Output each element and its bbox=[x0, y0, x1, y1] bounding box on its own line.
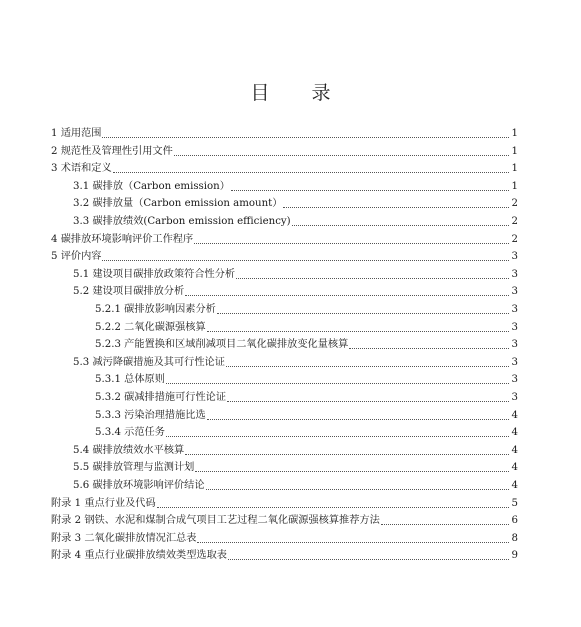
toc-entry[interactable] bbox=[95, 424, 518, 440]
toc-entry-page: 8 bbox=[511, 532, 518, 544]
toc-entry-page: 3 bbox=[511, 339, 518, 351]
dot-leader bbox=[185, 454, 509, 455]
toc-entry-label: 附录 1 重点行业及代码 bbox=[51, 497, 156, 509]
toc-entry-label: 3.3 碳排放绩效(Carbon emission efficiency) bbox=[73, 216, 291, 227]
toc-entry-page: 4 bbox=[511, 462, 518, 474]
toc-entry[interactable] bbox=[95, 336, 518, 352]
toc-entry[interactable] bbox=[73, 354, 518, 370]
toc-entry-label: 5.1 建设项目碳排放政策符合性分析 bbox=[73, 268, 236, 280]
toc-entry-page: 1 bbox=[511, 180, 518, 192]
toc-entry[interactable] bbox=[51, 512, 518, 528]
toc-entry-label: 附录 2 钢铁、水泥和煤制合成气项目工艺过程二氧化碳源强核算推荐方法 bbox=[51, 515, 380, 527]
toc-entry-label: 3.1 碳排放（Carbon emission） bbox=[73, 180, 230, 192]
dot-leader bbox=[207, 331, 509, 332]
toc-entry-label: 附录 4 重点行业碳排放绩效类型选取表 bbox=[51, 550, 227, 562]
dot-leader bbox=[194, 243, 509, 244]
toc-entry-page: 4 bbox=[511, 427, 518, 439]
toc-entry-page: 5 bbox=[511, 497, 518, 509]
toc-entry[interactable] bbox=[73, 213, 518, 229]
dot-leader bbox=[227, 401, 509, 402]
toc-entry-page: 4 bbox=[511, 444, 518, 456]
toc-entry-label: 2 规范性及管理性引用文件 bbox=[51, 145, 173, 157]
toc-entry[interactable] bbox=[73, 442, 518, 458]
toc-entry[interactable] bbox=[51, 160, 518, 176]
toc-entry[interactable] bbox=[51, 231, 518, 247]
toc-entry-label: 5.3.1 总体原则 bbox=[95, 374, 165, 386]
toc-entry[interactable] bbox=[95, 301, 518, 317]
toc-entry[interactable] bbox=[73, 266, 518, 282]
toc-entry-page: 6 bbox=[511, 515, 518, 527]
toc-entry[interactable] bbox=[51, 495, 518, 511]
dot-leader bbox=[226, 366, 509, 367]
toc-entry-label: 5.5 碳排放管理与监测计划 bbox=[73, 462, 195, 474]
toc-entry-page: 1 bbox=[511, 128, 518, 139]
toc-entry[interactable] bbox=[95, 371, 518, 387]
toc-entry-label: 4 碳排放环境影响评价工作程序 bbox=[51, 233, 194, 245]
toc-entry-label: 5.2.1 碳排放影响因素分析 bbox=[95, 304, 216, 315]
toc-entry-page: 3 bbox=[511, 374, 518, 386]
toc-entry-page: 3 bbox=[511, 251, 518, 263]
toc-entry-page: 2 bbox=[511, 233, 518, 245]
dot-leader bbox=[166, 436, 509, 437]
toc-entry[interactable] bbox=[51, 143, 518, 159]
toc-entry-page: 3 bbox=[511, 392, 518, 403]
toc-entry[interactable] bbox=[95, 389, 518, 405]
toc-entry-page: 3 bbox=[511, 304, 518, 315]
toc-entry[interactable] bbox=[73, 178, 518, 194]
toc-entry-label: 5.4 碳排放绩效水平核算 bbox=[73, 444, 185, 456]
toc-entry[interactable] bbox=[51, 547, 518, 563]
dot-leader bbox=[185, 295, 509, 296]
dot-leader bbox=[157, 507, 509, 508]
dot-leader bbox=[206, 489, 509, 490]
toc-entry-page: 2 bbox=[511, 198, 518, 210]
toc-entry-label: 5.2.2 二氧化碳源强核算 bbox=[95, 321, 206, 333]
toc-entry[interactable] bbox=[73, 195, 518, 211]
toc-entry-page: 4 bbox=[511, 480, 518, 491]
toc-entry-page: 4 bbox=[511, 409, 518, 421]
toc-entry-page: 9 bbox=[511, 550, 518, 562]
toc-entry-page: 3 bbox=[511, 268, 518, 280]
dot-leader bbox=[197, 542, 509, 543]
toc-entry[interactable] bbox=[95, 319, 518, 335]
dot-leader bbox=[207, 419, 509, 420]
toc-entry-label: 5.6 碳排放环境影响评价结论 bbox=[73, 480, 205, 491]
toc-entry-label: 3.2 碳排放量（Carbon emission amount） bbox=[73, 198, 283, 210]
toc-entry-page: 1 bbox=[511, 145, 518, 157]
toc-entry[interactable] bbox=[95, 407, 518, 423]
toc-entry-label: 3 术语和定义 bbox=[51, 163, 112, 175]
dot-leader bbox=[381, 524, 509, 525]
dot-leader bbox=[113, 172, 509, 173]
toc-entry-label: 5.2.3 产能置换和区域削减项目二氧化碳排放变化量核算 bbox=[95, 339, 349, 351]
dot-leader bbox=[217, 313, 509, 314]
toc-entry-label: 1 适用范围 bbox=[51, 128, 102, 139]
toc-entry-page: 3 bbox=[511, 286, 518, 298]
toc-entry[interactable] bbox=[51, 530, 518, 546]
dot-leader bbox=[236, 278, 509, 279]
dot-leader bbox=[195, 471, 509, 472]
toc-entry-label: 5.3 减污降碳措施及其可行性论证 bbox=[73, 356, 225, 368]
toc-entry-label: 5.3.3 污染治理措施比选 bbox=[95, 409, 206, 421]
toc-entry-page: 2 bbox=[511, 216, 518, 227]
toc-entry-label: 附录 3 二氧化碳排放情况汇总表 bbox=[51, 532, 197, 544]
dot-leader bbox=[231, 190, 509, 191]
dot-leader bbox=[166, 383, 509, 384]
dot-leader bbox=[349, 348, 509, 349]
dot-leader bbox=[228, 559, 509, 560]
toc-entry-label: 5.3.4 示范任务 bbox=[95, 427, 165, 439]
toc-entry-label: 5.3.2 碳减排措施可行性论证 bbox=[95, 392, 227, 403]
toc-title: 目 录 bbox=[250, 82, 349, 104]
toc-entry-page: 3 bbox=[511, 356, 518, 368]
toc-entry-page: 3 bbox=[511, 321, 518, 333]
toc-entry-page: 1 bbox=[511, 163, 518, 175]
toc-entry[interactable] bbox=[73, 283, 518, 299]
toc-entry-label: 5 评价内容 bbox=[51, 251, 102, 263]
dot-leader bbox=[102, 137, 509, 138]
toc-entry-label: 5.2 建设项目碳排放分析 bbox=[73, 286, 185, 298]
toc-entry[interactable] bbox=[73, 459, 518, 475]
toc-entry[interactable] bbox=[51, 248, 518, 264]
toc-entry[interactable] bbox=[51, 125, 518, 141]
toc-entry[interactable] bbox=[73, 477, 518, 493]
dot-leader bbox=[292, 225, 509, 226]
dot-leader bbox=[174, 155, 509, 156]
dot-leader bbox=[283, 207, 509, 208]
dot-leader bbox=[102, 260, 509, 261]
